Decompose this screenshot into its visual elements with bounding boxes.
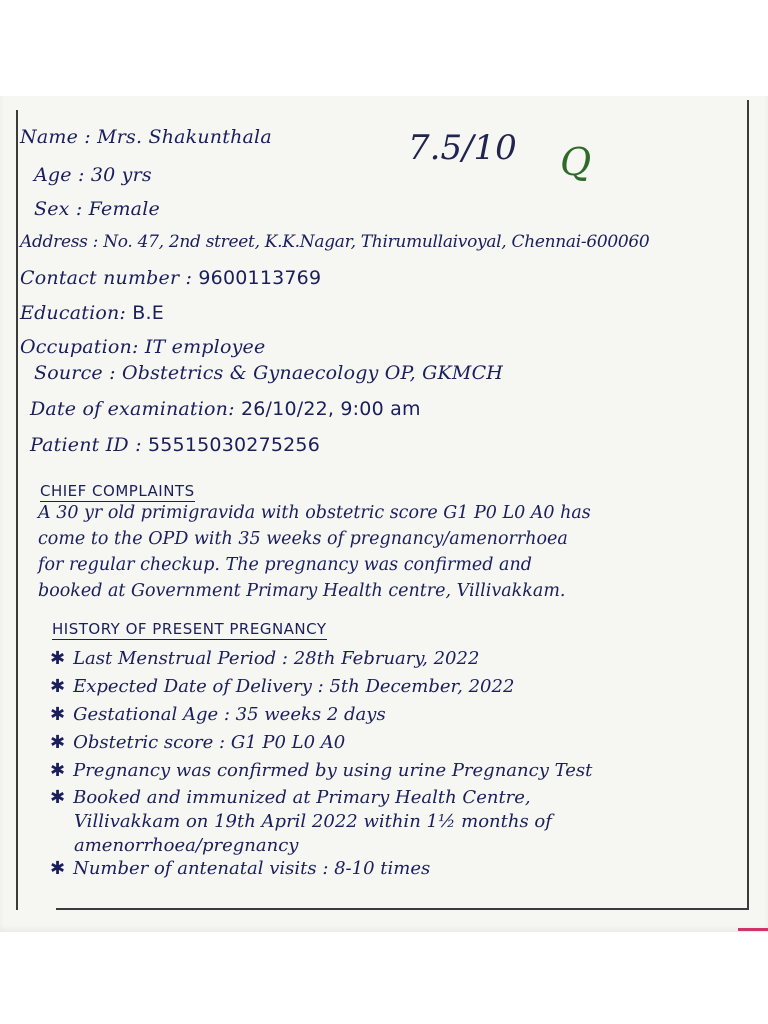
history-heading: HISTORY OF PRESENT PREGNANCY bbox=[52, 620, 327, 638]
chief-complaints-line-2: come to the OPD with 35 weeks of pregnancy/amenorrhoea bbox=[38, 529, 568, 549]
examiner-initial: Q bbox=[560, 140, 592, 184]
history-item bbox=[50, 760, 592, 781]
history-item-text: Gestational Age : 35 weeks 2 days bbox=[73, 704, 386, 725]
chief-complaints-line-4: booked at Government Primary Health centre, Villivakkam. bbox=[38, 581, 566, 601]
asterisk-icon: ✱ bbox=[50, 760, 66, 781]
asterisk-icon: ✱ bbox=[50, 704, 66, 725]
chief-complaints-line-3: for regular checkup. The pregnancy was confirmed and bbox=[38, 555, 532, 575]
asterisk-icon: ✱ bbox=[50, 648, 66, 669]
exam-date-value: 26/10/22, 9:00 am bbox=[240, 398, 421, 420]
name-value: Mrs. Shakunthala bbox=[97, 126, 272, 148]
source-value: Obstetrics & Gynaecology OP, GKMCH bbox=[121, 362, 504, 384]
education-label: Education: bbox=[20, 302, 127, 324]
page-margin-line-bottom bbox=[56, 908, 748, 910]
exam-date-label: Date of examination: bbox=[30, 398, 235, 420]
sex-label: Sex : bbox=[34, 198, 83, 220]
chief-complaints-heading: CHIEF COMPLAINTS bbox=[40, 482, 195, 500]
history-item bbox=[50, 704, 386, 725]
asterisk-icon: ✱ bbox=[50, 858, 66, 879]
age-label: Age : bbox=[34, 164, 85, 186]
occupation-row bbox=[20, 336, 265, 358]
address-row bbox=[20, 232, 649, 252]
occupation-value: IT employee bbox=[144, 336, 266, 358]
name-label: Name : bbox=[20, 126, 91, 148]
contact-value: 9600113769 bbox=[198, 267, 322, 289]
sex-row bbox=[34, 198, 160, 220]
pink-edge-mark bbox=[738, 928, 768, 931]
history-item bbox=[50, 648, 479, 669]
address-label: Address : bbox=[20, 232, 99, 252]
history-item-continuation: amenorrhoea/pregnancy bbox=[74, 835, 299, 856]
grade-score: 7.5/10 bbox=[408, 128, 517, 168]
history-item bbox=[50, 858, 430, 879]
history-item-continuation: Villivakkam on 19th April 2022 within 1½ months of bbox=[74, 811, 552, 832]
name-row bbox=[20, 126, 272, 148]
history-item bbox=[50, 732, 345, 753]
asterisk-icon: ✱ bbox=[50, 676, 66, 697]
contact-label: Contact number : bbox=[20, 267, 193, 289]
history-item bbox=[50, 676, 514, 697]
history-item-text: Obstetric score : G1 P0 L0 A0 bbox=[73, 732, 346, 753]
page-margin-line-right bbox=[747, 100, 749, 910]
source-row bbox=[34, 362, 503, 384]
patient-id-label: Patient ID : bbox=[30, 434, 142, 456]
asterisk-icon: ✱ bbox=[50, 787, 66, 808]
address-value: No. 47, 2nd street, K.K.Nagar, Thirumullaivoyal, Chennai-600060 bbox=[103, 232, 650, 252]
chief-complaints-text bbox=[38, 500, 738, 604]
exam-date-row bbox=[30, 398, 421, 420]
history-item-text: Last Menstrual Period : 28th February, 2022 bbox=[73, 648, 480, 669]
page-margin-line-left bbox=[16, 110, 18, 910]
history-item-text: Booked and immunized at Primary Health Centre, bbox=[73, 787, 531, 808]
contact-row bbox=[20, 267, 321, 289]
education-value: B.E bbox=[132, 302, 164, 324]
source-label: Source : bbox=[34, 362, 116, 384]
occupation-label: Occupation: bbox=[20, 336, 139, 358]
sex-value: Female bbox=[88, 198, 160, 220]
asterisk-icon: ✱ bbox=[50, 732, 66, 753]
education-row bbox=[20, 302, 164, 324]
chief-complaints-line-1: A 30 yr old primigravida with obstetric score G1 P0 L0 A0 has bbox=[38, 503, 591, 523]
patient-id-value: 55515030275256 bbox=[147, 434, 321, 456]
age-row bbox=[34, 164, 152, 186]
history-item-text: Pregnancy was confirmed by using urine Pregnancy Test bbox=[73, 760, 593, 781]
history-item-text: Expected Date of Delivery : 5th December, 2022 bbox=[73, 676, 515, 697]
history-item bbox=[50, 786, 552, 858]
patient-id-row bbox=[30, 434, 320, 456]
age-value: 30 yrs bbox=[90, 164, 152, 186]
history-item-text: Number of antenatal visits : 8-10 times bbox=[73, 858, 431, 879]
